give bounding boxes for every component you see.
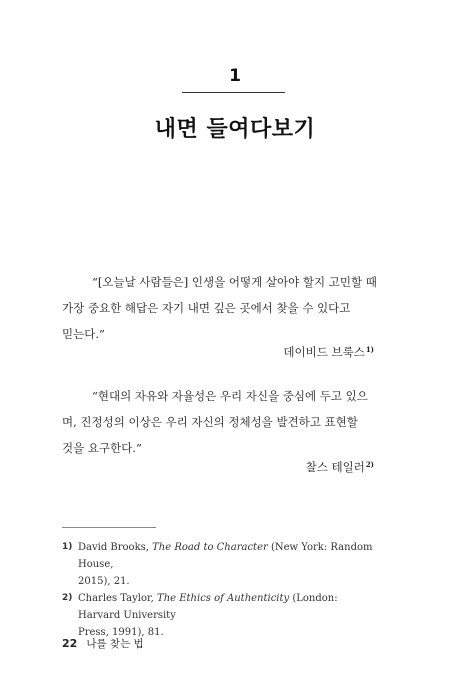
footnote-divider bbox=[62, 527, 156, 528]
epigraph-line: 며, 진정성의 이상은 우리 자신의 정체성을 발견하고 표현할 bbox=[62, 415, 358, 429]
chapter-title: 내면 들여다보기 bbox=[154, 117, 316, 142]
epigraph-line: 것을 요구한다.” bbox=[62, 441, 142, 455]
chapter-number: 1 bbox=[229, 66, 241, 86]
footnote-publication-cont: Press, 1991), 81. bbox=[78, 627, 164, 638]
epigraph-line: 믿는다.” bbox=[62, 327, 105, 341]
epigraph-line: 가장 중요한 해답은 자기 내면 깊은 곳에서 찾을 수 있다고 bbox=[62, 301, 351, 315]
epigraph-line: “[오늘날 사람들은] 인생을 어떻게 살아야 할지 고민할 때 bbox=[92, 275, 377, 289]
footnote-reference[interactable]: 2) bbox=[365, 460, 374, 469]
footnotes bbox=[62, 539, 382, 641]
footnote-author: Charles Taylor, bbox=[78, 593, 158, 604]
footnote-publication: (New York: Random House, bbox=[78, 542, 373, 570]
footnote-publication: (London: Harvard University bbox=[78, 593, 338, 621]
running-book-title: 나를 찾는 법 bbox=[86, 638, 144, 650]
epigraph-quote bbox=[62, 383, 374, 461]
footnote-book-title: The Ethics of Authenticity bbox=[157, 593, 290, 604]
footnote-item bbox=[62, 590, 382, 641]
footnote-reference[interactable]: 1) bbox=[365, 345, 374, 354]
chapter-divider bbox=[182, 92, 285, 93]
attribution-author: 찰스 테일러 bbox=[305, 460, 365, 474]
footnote-book-title: The Road to Character bbox=[152, 542, 268, 553]
footnote-number: 1) bbox=[62, 542, 73, 552]
page-footer bbox=[62, 636, 144, 651]
epigraph-quote bbox=[62, 269, 377, 347]
attribution-author: 데이비드 브룩스 bbox=[283, 345, 365, 359]
footnote-publication-cont: 2015), 21. bbox=[78, 576, 130, 587]
footnote-item bbox=[62, 539, 382, 590]
page-number: 22 bbox=[62, 637, 78, 650]
footnote-author: David Brooks, bbox=[78, 542, 153, 553]
footnote-number: 2) bbox=[62, 593, 73, 603]
epigraph-attribution bbox=[283, 344, 374, 360]
epigraph-line: “현대의 자유와 자율성은 우리 자신을 중심에 두고 있으 bbox=[92, 389, 368, 403]
epigraph-attribution bbox=[306, 459, 374, 475]
